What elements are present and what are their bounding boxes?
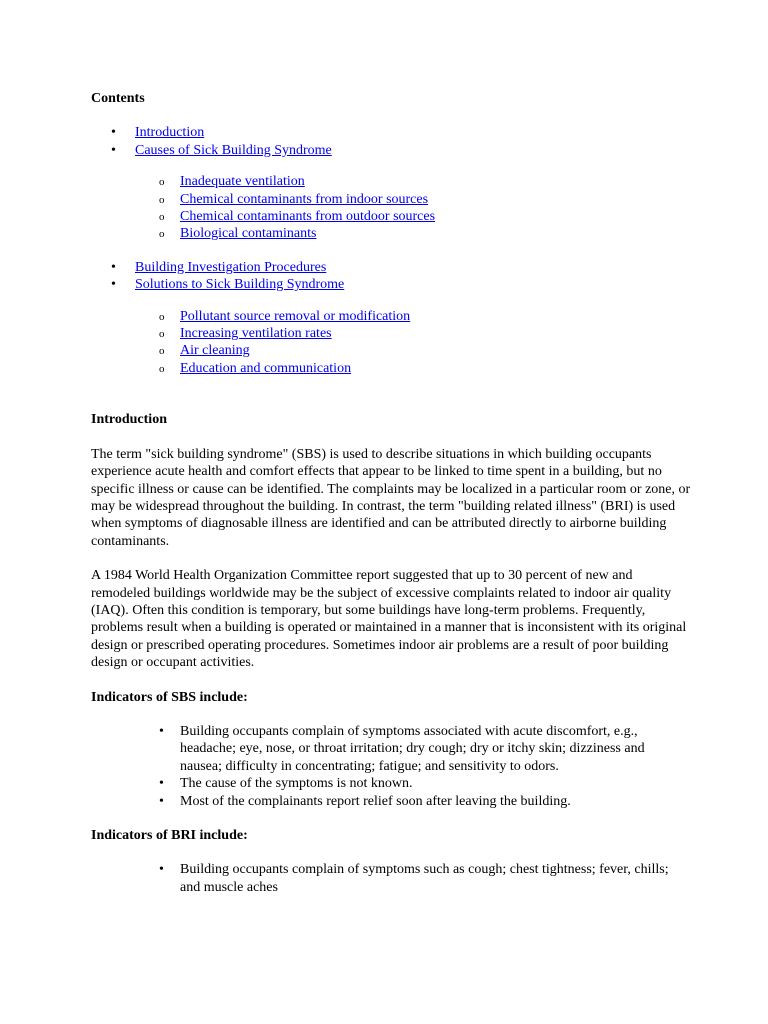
- document-page: [91, 90, 691, 896]
- contents-subitem: [91, 191, 691, 208]
- link-air-cleaning[interactable]: Air cleaning: [180, 343, 250, 359]
- link-chemical-indoor[interactable]: Chemical contaminants from indoor sources: [180, 191, 429, 207]
- contents-subitem: [91, 225, 691, 242]
- link-causes-of-sbs[interactable]: Causes of Sick Building Syndrome: [135, 142, 332, 158]
- contents-subitem: [91, 342, 691, 359]
- contents-subitem: [91, 208, 691, 225]
- contents-heading: Contents: [91, 91, 145, 106]
- contents-subitem: [91, 308, 691, 325]
- link-chemical-outdoor[interactable]: Chemical contaminants from outdoor sources: [180, 209, 436, 225]
- link-building-investigation[interactable]: Building Investigation Procedures: [135, 259, 327, 275]
- sbs-indicator-item: • Most of the complainants report relief soon after leaving the building.: [91, 793, 681, 810]
- contents-subitem: [91, 325, 691, 342]
- sbs-indicators-heading: Indicators of SBS include:: [91, 689, 248, 705]
- contents-sublist-causes: [91, 173, 691, 243]
- introduction-paragraph-2: A 1984 World Health Organization Committee report suggested that up to 30 percent of new and remodeled buildings worldwide may be the subject of excessive complaints related to indoor air quality (IAQ). Often this condition is temporary, but some buildings have long-term problems. Frequently, problems result when a building is operated or maintained in a manner that is inconsistent with its original design or prescribed operating procedures. Sometimes indoor air problems are a result of poor building design or occupant activities.: [91, 568, 687, 671]
- link-inadequate-ventilation[interactable]: Inadequate ventilation: [180, 174, 305, 190]
- contents-item: [91, 259, 691, 276]
- bri-indicators-heading: Indicators of BRI include:: [91, 828, 248, 843]
- contents-list-group1: [91, 124, 691, 159]
- contents-item: [91, 142, 691, 159]
- link-education-communication[interactable]: Education and communication: [180, 360, 352, 376]
- link-introduction[interactable]: Introduction: [135, 125, 205, 141]
- link-biological-contaminants[interactable]: Biological contaminants: [180, 226, 317, 242]
- bri-indicator-item: • Building occupants complain of symptoms such as cough; chest tightness; fever, chills; and muscle aches: [91, 861, 681, 896]
- sbs-indicator-item: • Building occupants complain of symptoms associated with acute discomfort, e.g., headache; eye, nose, or throat irritation; dry cough; dry or itchy skin; dizziness and nausea; difficulty in concentrating; fatigue; and sensitivity to odors.: [91, 723, 681, 775]
- link-pollutant-source-removal[interactable]: Pollutant source removal or modification: [180, 308, 411, 324]
- contents-item: [91, 276, 691, 293]
- link-solutions-to-sbs[interactable]: Solutions to Sick Building Syndrome: [135, 277, 345, 293]
- link-increasing-ventilation[interactable]: Increasing ventilation rates: [180, 326, 332, 342]
- contents-sublist-solutions: [91, 308, 691, 378]
- contents-item: [91, 124, 691, 141]
- contents-list-group2: [91, 259, 691, 294]
- introduction-paragraph-1: The term "sick building syndrome" (SBS) is used to describe situations in which building occupants experience acute health and comfort effects that appear to be linked to time spent in a building, but no specific illness or cause can be identified. The complaints may be localized in a particular room or zone, or may be widespread throughout the building. In contrast, the term "building related illness" (BRI) is used when symptoms of diagnosable illness are identified and can be attributed directly to airborne building contaminants.: [91, 446, 691, 549]
- sbs-indicators-list: [91, 723, 681, 810]
- contents-subitem: [91, 173, 691, 190]
- introduction-heading: Introduction: [91, 412, 167, 428]
- bri-indicators-list: [91, 861, 681, 896]
- sbs-indicator-item: • The cause of the symptoms is not known.: [91, 775, 681, 792]
- contents-subitem: [91, 360, 691, 377]
